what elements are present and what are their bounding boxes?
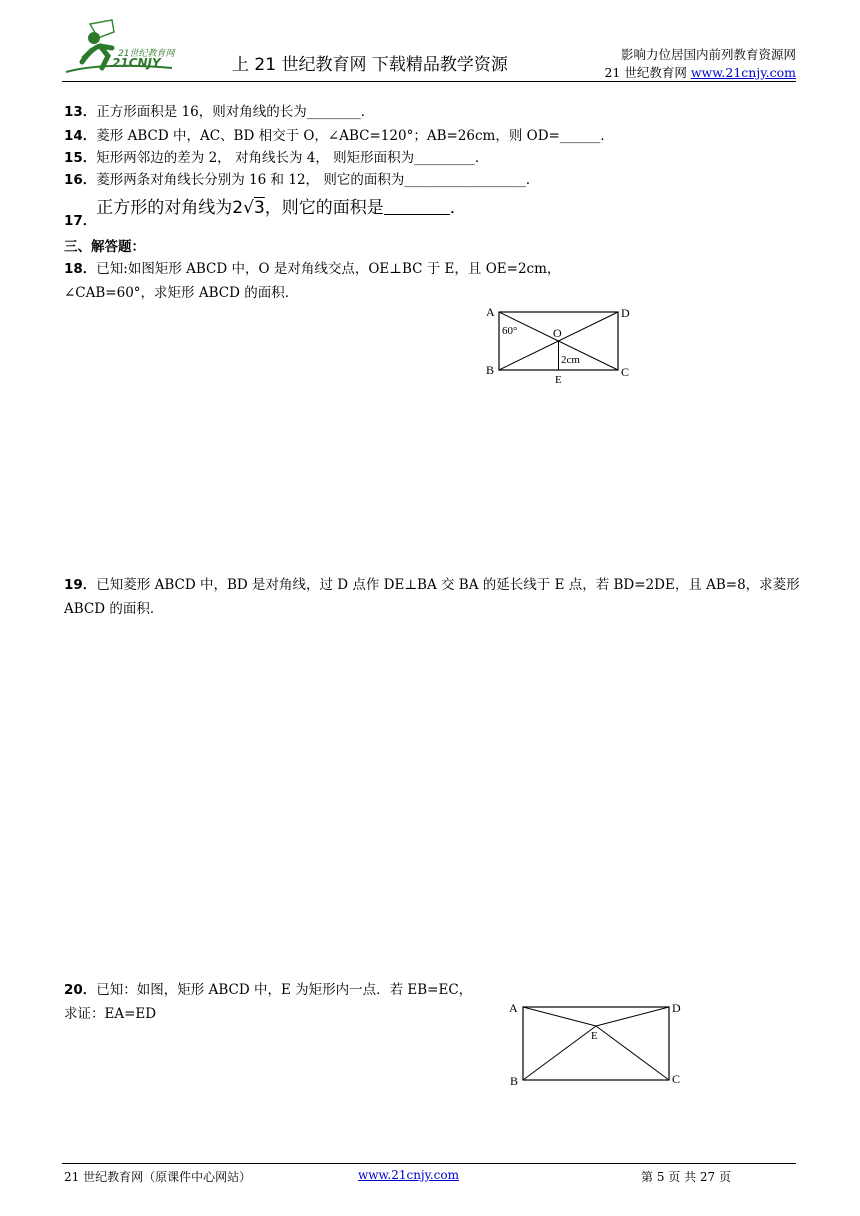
footer-left: 21 世纪教育网（原课件中心网站） [64,1170,252,1184]
question-17 [64,193,467,229]
fig20-label-e: E [591,1030,598,1042]
q17-blank [384,200,450,215]
q17-text-after: ，则它的面积是 [264,198,384,218]
fig20-ea [523,1007,596,1026]
fig18-angle-label: 60° [502,325,518,337]
fig20-label-c: C [672,1072,681,1086]
footer-link[interactable]: www.21cnjy.com [358,1168,459,1182]
fig18-label-o: O [553,326,562,340]
fig20-rectangle [523,1007,669,1080]
figure-18 [484,302,634,390]
fig18-label-d: D [621,306,630,320]
q17-number: 17． [64,213,97,229]
header-site-prefix: 21 世纪教育网 [604,65,691,80]
logo [62,18,182,80]
q14-text: 菱形 ABCD 中，AC、BD 相交于 O，∠ABC=120°；AB=26cm，则 OD=______． [96,128,614,144]
question-20-line2: 求证：EA=ED [64,1006,157,1022]
question-18-line2: ∠CAB=60°，求矩形 ABCD 的面积． [64,285,299,301]
logo-text-en: 21CNJY [112,56,161,70]
question-14 [64,124,614,144]
q19-line1: 已知菱形 ABCD 中，BD 是对角线，过 D 点作 DE⊥BA 交 BA 的延长线于 E 点，若 BD=2DE，且 AB=8，求菱形 [96,577,800,593]
q20-line1: 已知：如图，矩形 ABCD 中，E 为矩形内一点．若 EB=EC， [96,982,473,998]
question-18-line1 [64,257,560,277]
footer-page-number: 第 5 页 共 27 页 [641,1170,731,1184]
q17-end: ． [449,198,467,218]
fig20-label-b: B [510,1074,519,1088]
q15-number: 15． [64,150,97,166]
question-13 [64,100,374,120]
fig18-label-a: A [486,305,495,319]
question-19-line1 [64,573,800,593]
q17-sqrt: 3 [253,198,265,218]
fig18-label-c: C [621,365,630,379]
header-divider [62,81,796,82]
fig18-label-e: E [555,374,562,386]
fig20-ec [596,1026,669,1080]
fig20-label-d: D [672,1001,681,1015]
q13-text: 正方形面积是 16，则对角线的长为________． [96,104,375,120]
question-19-line2: ABCD 的面积． [64,601,164,617]
header-tagline: 影响力位居国内前列教育资源网 [620,47,796,62]
header-right [604,46,796,82]
fig20-label-a: A [509,1001,518,1015]
q16-number: 16． [64,172,97,188]
question-20-line1 [64,978,472,998]
q14-number: 14． [64,128,97,144]
q16-text: 菱形两条对角线长分别为 16 和 12， 则它的面积为__________________． [96,172,540,188]
header-title: 上 21 世纪教育网 下载精品教学资源 [232,55,508,75]
fig18-label-b: B [486,363,495,377]
fig18-length-label: 2cm [561,354,580,366]
footer-divider [62,1163,796,1164]
q19-number: 19． [64,577,97,593]
header-site-link[interactable]: www.21cnjy.com [690,65,796,80]
q17-text-before: 正方形的对角线为2 [96,198,244,218]
fig20-ed [596,1007,669,1026]
q13-number: 13． [64,104,97,120]
question-15 [64,146,488,166]
figure-20 [506,996,690,1090]
section-heading: 三、解答题： [64,239,145,255]
fig20-eb [523,1026,596,1080]
sqrt-symbol: √3 [243,198,265,218]
q15-text: 矩形两邻边的差为 2， 对角线长为 4， 则矩形面积为_________． [96,150,489,166]
question-16 [64,168,539,188]
header-site-line [604,64,796,82]
q20-number: 20． [64,982,97,998]
q18-number: 18． [64,261,97,277]
q18-line1: 已知:如图矩形 ABCD 中，O 是对角线交点，OE⊥BC 于 E，且 OE=2cm， [96,261,561,277]
logo-text-cn: 21世纪教育网 [118,49,175,59]
